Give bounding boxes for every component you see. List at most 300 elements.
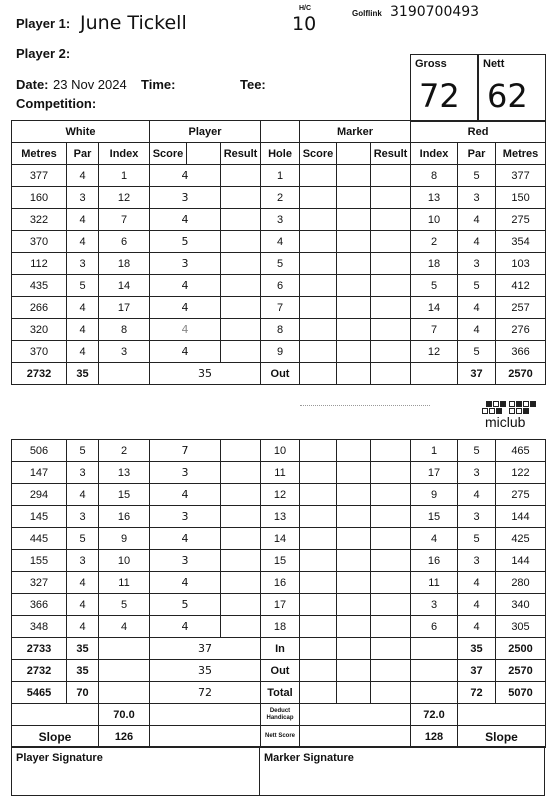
- marker-blank[interactable]: [337, 594, 371, 616]
- total-red-index: [411, 682, 458, 704]
- total-player-score[interactable]: 37: [150, 638, 261, 660]
- white-par: 3: [67, 462, 99, 484]
- marker-blank[interactable]: [337, 484, 371, 506]
- red-index: 18: [411, 253, 458, 275]
- player-result[interactable]: [221, 440, 261, 462]
- player-signature-box[interactable]: [11, 746, 260, 796]
- deduct-handicap-marker[interactable]: [300, 704, 411, 726]
- marker-blank[interactable]: [337, 253, 371, 275]
- marker-score[interactable]: [300, 484, 337, 506]
- player-score[interactable]: 3: [150, 187, 221, 209]
- player-score[interactable]: 5: [150, 231, 221, 253]
- total-row: [12, 682, 546, 704]
- marker-result[interactable]: [371, 209, 411, 231]
- red-par: 5: [458, 528, 496, 550]
- marker-score[interactable]: [300, 528, 337, 550]
- player-header: Player: [150, 121, 261, 143]
- col-metres: Metres: [12, 143, 67, 165]
- miclub-logo-text: miclub: [485, 414, 526, 430]
- player-result[interactable]: [221, 616, 261, 638]
- red-index: 1: [411, 440, 458, 462]
- hole-number: 17: [261, 594, 300, 616]
- col-par: Par: [67, 143, 99, 165]
- red-par: 5: [458, 341, 496, 363]
- out-score[interactable]: 35: [150, 363, 261, 385]
- marker-blank[interactable]: [337, 341, 371, 363]
- total-white-par: 70: [67, 682, 99, 704]
- marker-result[interactable]: [371, 594, 411, 616]
- total-marker-result[interactable]: [371, 660, 411, 682]
- red-index: 14: [411, 297, 458, 319]
- marker-blank[interactable]: [337, 165, 371, 187]
- marker-signature-box[interactable]: [259, 746, 545, 796]
- red-par: 3: [458, 462, 496, 484]
- total-marker-blank[interactable]: [337, 660, 371, 682]
- marker-result[interactable]: [371, 506, 411, 528]
- red-metres: 280: [496, 572, 546, 594]
- hole-row: [12, 572, 546, 594]
- player-result[interactable]: [221, 341, 261, 363]
- red-metres: 305: [496, 616, 546, 638]
- date-value[interactable]: 23 Nov 2024: [53, 77, 127, 92]
- total-blank: [99, 682, 150, 704]
- red-index: 17: [411, 462, 458, 484]
- total-red-par: 37: [458, 660, 496, 682]
- white-metres: 370: [12, 231, 67, 253]
- hole-number: 15: [261, 550, 300, 572]
- white-metres: 155: [12, 550, 67, 572]
- marker-blank[interactable]: [337, 231, 371, 253]
- nett-label: Nett: [483, 58, 505, 70]
- hole-row: [12, 462, 546, 484]
- white-metres: 320: [12, 319, 67, 341]
- back-nine-table: [11, 439, 546, 748]
- white-par: 3: [67, 506, 99, 528]
- marker-result[interactable]: [371, 231, 411, 253]
- col-hole: Hole: [261, 143, 300, 165]
- player2-label: Player 2:: [16, 46, 71, 61]
- red-index: 10: [411, 209, 458, 231]
- red-metres: 144: [496, 550, 546, 572]
- red-par: 3: [458, 550, 496, 572]
- white-slope: 126: [99, 726, 150, 748]
- player-result[interactable]: [221, 462, 261, 484]
- white-index: 12: [99, 187, 150, 209]
- marker-result[interactable]: [371, 187, 411, 209]
- hole-number: 10: [261, 440, 300, 462]
- red-par: 3: [458, 253, 496, 275]
- hole-number: 12: [261, 484, 300, 506]
- red-metres: 275: [496, 484, 546, 506]
- hole-row: [12, 484, 546, 506]
- deduct-handicap-player[interactable]: [150, 704, 261, 726]
- hole-row: [12, 550, 546, 572]
- player-score[interactable]: 3: [150, 550, 221, 572]
- red-metres: 366: [496, 341, 546, 363]
- hole-header-blank: [261, 121, 300, 143]
- player-result[interactable]: [221, 550, 261, 572]
- hole-number: 13: [261, 506, 300, 528]
- red-par: 5: [458, 275, 496, 297]
- hole-number: 8: [261, 319, 300, 341]
- marker-blank[interactable]: [337, 319, 371, 341]
- golflink-label: Golflink: [352, 9, 382, 18]
- rating-blank-right: [458, 704, 546, 726]
- marker-result[interactable]: [371, 165, 411, 187]
- red-par: 4: [458, 572, 496, 594]
- col-marker-score: Score: [300, 143, 337, 165]
- marker-result[interactable]: [371, 616, 411, 638]
- white-par: 4: [67, 231, 99, 253]
- red-index: 13: [411, 187, 458, 209]
- marker-score[interactable]: [300, 275, 337, 297]
- red-metres: 257: [496, 297, 546, 319]
- player-score[interactable]: 5: [150, 594, 221, 616]
- white-metres: 112: [12, 253, 67, 275]
- tee-label: Tee:: [240, 77, 266, 92]
- player-score[interactable]: 7: [150, 440, 221, 462]
- hole-number: 2: [261, 187, 300, 209]
- red-index: 2: [411, 231, 458, 253]
- white-par: 4: [67, 209, 99, 231]
- hc-label: H/C: [299, 5, 312, 12]
- red-metres: 150: [496, 187, 546, 209]
- out-marker-result[interactable]: [371, 363, 411, 385]
- red-index: 5: [411, 275, 458, 297]
- total-white-par: 35: [67, 660, 99, 682]
- white-index: 1: [99, 165, 150, 187]
- total-red-metres: 2500: [496, 638, 546, 660]
- total-marker-blank[interactable]: [337, 682, 371, 704]
- hole-number: 6: [261, 275, 300, 297]
- red-index: 9: [411, 484, 458, 506]
- red-par: 4: [458, 209, 496, 231]
- red-metres: 144: [496, 506, 546, 528]
- red-par: 4: [458, 616, 496, 638]
- player-result[interactable]: [221, 484, 261, 506]
- col-red-index: Index: [411, 143, 458, 165]
- rating-blank-left: [12, 704, 99, 726]
- marker-score[interactable]: [300, 297, 337, 319]
- white-index: 8: [99, 319, 150, 341]
- white-par: 4: [67, 319, 99, 341]
- white-par: 4: [67, 165, 99, 187]
- marker-blank[interactable]: [337, 187, 371, 209]
- player-result[interactable]: [221, 275, 261, 297]
- out-red-par: 37: [458, 363, 496, 385]
- player-score[interactable]: 4: [150, 297, 221, 319]
- white-par: 5: [67, 440, 99, 462]
- white-par: 4: [67, 484, 99, 506]
- hole-number: 4: [261, 231, 300, 253]
- hole-row: [12, 297, 546, 319]
- red-par: 4: [458, 594, 496, 616]
- red-metres: 103: [496, 253, 546, 275]
- total-marker-score[interactable]: [300, 682, 337, 704]
- red-metres: 425: [496, 528, 546, 550]
- marker-result[interactable]: [371, 253, 411, 275]
- col-blank: [187, 143, 221, 165]
- nett-value[interactable]: 62: [487, 77, 528, 115]
- player-result[interactable]: [221, 231, 261, 253]
- total-blank: [99, 660, 150, 682]
- hole-number: 18: [261, 616, 300, 638]
- red-index: 4: [411, 528, 458, 550]
- red-metres: 354: [496, 231, 546, 253]
- marker-result[interactable]: [371, 275, 411, 297]
- player-score[interactable]: 4: [150, 319, 221, 341]
- gross-box: [411, 55, 477, 121]
- red-index: 6: [411, 616, 458, 638]
- player-score[interactable]: 4: [150, 616, 221, 638]
- white-par: 3: [67, 253, 99, 275]
- player-result[interactable]: [221, 528, 261, 550]
- white-index: 3: [99, 341, 150, 363]
- player-result[interactable]: [221, 187, 261, 209]
- player-result[interactable]: [221, 165, 261, 187]
- player-result[interactable]: [221, 506, 261, 528]
- marker-score[interactable]: [300, 506, 337, 528]
- marker-score[interactable]: [300, 319, 337, 341]
- hole-number: 5: [261, 253, 300, 275]
- out-marker-score[interactable]: [300, 363, 337, 385]
- red-index: 11: [411, 572, 458, 594]
- player-result[interactable]: [221, 572, 261, 594]
- marker-result[interactable]: [371, 297, 411, 319]
- white-metres: 145: [12, 506, 67, 528]
- out-marker-blank[interactable]: [337, 363, 371, 385]
- hole-row: [12, 319, 546, 341]
- hole-row: [12, 594, 546, 616]
- white-index: 15: [99, 484, 150, 506]
- total-label: Out: [261, 660, 300, 682]
- col-result: Result: [221, 143, 261, 165]
- total-marker-score[interactable]: [300, 660, 337, 682]
- red-par: 5: [458, 165, 496, 187]
- marker-score[interactable]: [300, 550, 337, 572]
- total-row: [12, 638, 546, 660]
- hole-row: [12, 165, 546, 187]
- player-score[interactable]: 4: [150, 209, 221, 231]
- marker-result[interactable]: [371, 440, 411, 462]
- golflink-number[interactable]: 3190700493: [390, 4, 480, 20]
- white-metres: 445: [12, 528, 67, 550]
- red-metres: 122: [496, 462, 546, 484]
- marker-score[interactable]: [300, 187, 337, 209]
- red-index: 16: [411, 550, 458, 572]
- white-metres: 370: [12, 341, 67, 363]
- date-label: Date:: [16, 77, 49, 92]
- total-red-metres: 2570: [496, 660, 546, 682]
- white-metres: 506: [12, 440, 67, 462]
- marker-blank[interactable]: [337, 275, 371, 297]
- marker-score[interactable]: [300, 253, 337, 275]
- red-slope-label: Slope: [458, 726, 546, 748]
- player-result[interactable]: [221, 594, 261, 616]
- red-metres: 412: [496, 275, 546, 297]
- player1-name[interactable]: June Tickell: [80, 12, 187, 34]
- total-white-par: 35: [67, 638, 99, 660]
- marker-score[interactable]: [300, 594, 337, 616]
- marker-header: Marker: [300, 121, 411, 143]
- player-score[interactable]: 3: [150, 462, 221, 484]
- col-score: Score: [150, 143, 187, 165]
- deduct-handicap-label: Deduct Handicap: [261, 704, 300, 726]
- red-par: 3: [458, 506, 496, 528]
- red-index: 3: [411, 594, 458, 616]
- total-marker-result[interactable]: [371, 638, 411, 660]
- marker-blank[interactable]: [337, 506, 371, 528]
- marker-score[interactable]: [300, 572, 337, 594]
- marker-result[interactable]: [371, 550, 411, 572]
- white-metres: 266: [12, 297, 67, 319]
- marker-signature-label: Marker Signature: [264, 752, 354, 764]
- red-metres: 275: [496, 209, 546, 231]
- player-result[interactable]: [221, 297, 261, 319]
- total-white-metres: 2733: [12, 638, 67, 660]
- white-metres: 160: [12, 187, 67, 209]
- hole-row: [12, 187, 546, 209]
- total-marker-result[interactable]: [371, 682, 411, 704]
- marker-result[interactable]: [371, 319, 411, 341]
- red-par: 4: [458, 297, 496, 319]
- nett-score-marker[interactable]: [300, 726, 411, 748]
- red-header: Red: [411, 121, 546, 143]
- marker-blank[interactable]: [337, 528, 371, 550]
- nett-box: [479, 55, 545, 121]
- total-row: [12, 660, 546, 682]
- gross-label: Gross: [415, 58, 447, 70]
- hole-row: [12, 528, 546, 550]
- hole-number: 11: [261, 462, 300, 484]
- white-par: 3: [67, 187, 99, 209]
- total-player-score[interactable]: 72: [150, 682, 261, 704]
- white-metres: 147: [12, 462, 67, 484]
- white-index: 7: [99, 209, 150, 231]
- hole-number: 7: [261, 297, 300, 319]
- marker-score[interactable]: [300, 616, 337, 638]
- white-index: 13: [99, 462, 150, 484]
- marker-result[interactable]: [371, 572, 411, 594]
- marker-score[interactable]: [300, 440, 337, 462]
- out-blank: [99, 363, 150, 385]
- marker-result[interactable]: [371, 484, 411, 506]
- white-index: 11: [99, 572, 150, 594]
- marker-blank[interactable]: [337, 297, 371, 319]
- hole-row: [12, 440, 546, 462]
- col-red-metres: Metres: [496, 143, 546, 165]
- marker-score[interactable]: [300, 209, 337, 231]
- player-score[interactable]: 4: [150, 165, 221, 187]
- white-index: 17: [99, 297, 150, 319]
- white-metres: 348: [12, 616, 67, 638]
- total-red-index: [411, 638, 458, 660]
- white-metres: 327: [12, 572, 67, 594]
- totals-box: [410, 54, 546, 122]
- player-result[interactable]: [221, 319, 261, 341]
- white-header: White: [12, 121, 150, 143]
- total-marker-blank[interactable]: [337, 638, 371, 660]
- red-par: 4: [458, 484, 496, 506]
- marker-result[interactable]: [371, 341, 411, 363]
- hole-row: [12, 231, 546, 253]
- out-label: Out: [261, 363, 300, 385]
- white-index: 16: [99, 506, 150, 528]
- col-index: Index: [99, 143, 150, 165]
- marker-result[interactable]: [371, 462, 411, 484]
- player-score[interactable]: 4: [150, 341, 221, 363]
- marker-blank[interactable]: [337, 440, 371, 462]
- total-marker-score[interactable]: [300, 638, 337, 660]
- out-white-metres: 2732: [12, 363, 67, 385]
- white-index: 5: [99, 594, 150, 616]
- marker-result[interactable]: [371, 528, 411, 550]
- marker-score[interactable]: [300, 231, 337, 253]
- player-score[interactable]: 3: [150, 253, 221, 275]
- marker-blank[interactable]: [337, 616, 371, 638]
- hole-row: [12, 341, 546, 363]
- nett-score-player[interactable]: [150, 726, 261, 748]
- hole-number: 1: [261, 165, 300, 187]
- player-score[interactable]: 4: [150, 275, 221, 297]
- marker-blank[interactable]: [337, 550, 371, 572]
- player-score[interactable]: 4: [150, 572, 221, 594]
- white-par: 4: [67, 616, 99, 638]
- white-index: 4: [99, 616, 150, 638]
- red-index: 8: [411, 165, 458, 187]
- player-score[interactable]: 4: [150, 484, 221, 506]
- white-par: 4: [67, 594, 99, 616]
- total-label: Total: [261, 682, 300, 704]
- hole-row: [12, 253, 546, 275]
- marker-score[interactable]: [300, 462, 337, 484]
- white-par: 5: [67, 275, 99, 297]
- player-result[interactable]: [221, 253, 261, 275]
- hole-number: 14: [261, 528, 300, 550]
- marker-score[interactable]: [300, 341, 337, 363]
- red-index: 7: [411, 319, 458, 341]
- total-white-metres: 5465: [12, 682, 67, 704]
- player-score[interactable]: 4: [150, 528, 221, 550]
- total-player-score[interactable]: 35: [150, 660, 261, 682]
- player-score[interactable]: 3: [150, 506, 221, 528]
- nett-score-label: Nett Score: [261, 726, 300, 748]
- marker-blank[interactable]: [337, 462, 371, 484]
- player-result[interactable]: [221, 209, 261, 231]
- white-index: 18: [99, 253, 150, 275]
- white-index: 6: [99, 231, 150, 253]
- competition-label: Competition:: [16, 96, 97, 111]
- white-index: 10: [99, 550, 150, 572]
- total-red-metres: 5070: [496, 682, 546, 704]
- out-red-metres: 2570: [496, 363, 546, 385]
- white-slope-label: Slope: [12, 726, 99, 748]
- white-metres: 322: [12, 209, 67, 231]
- marker-blank[interactable]: [337, 572, 371, 594]
- red-rating: 72.0: [411, 704, 458, 726]
- hole-row: [12, 506, 546, 528]
- white-par: 4: [67, 572, 99, 594]
- hc-value[interactable]: 10: [292, 13, 317, 35]
- marker-blank[interactable]: [337, 209, 371, 231]
- out-white-par: 35: [67, 363, 99, 385]
- white-par: 4: [67, 297, 99, 319]
- gross-value[interactable]: 72: [419, 77, 460, 115]
- hole-number: 3: [261, 209, 300, 231]
- white-metres: 366: [12, 594, 67, 616]
- col-marker-result: Result: [371, 143, 411, 165]
- marker-score[interactable]: [300, 165, 337, 187]
